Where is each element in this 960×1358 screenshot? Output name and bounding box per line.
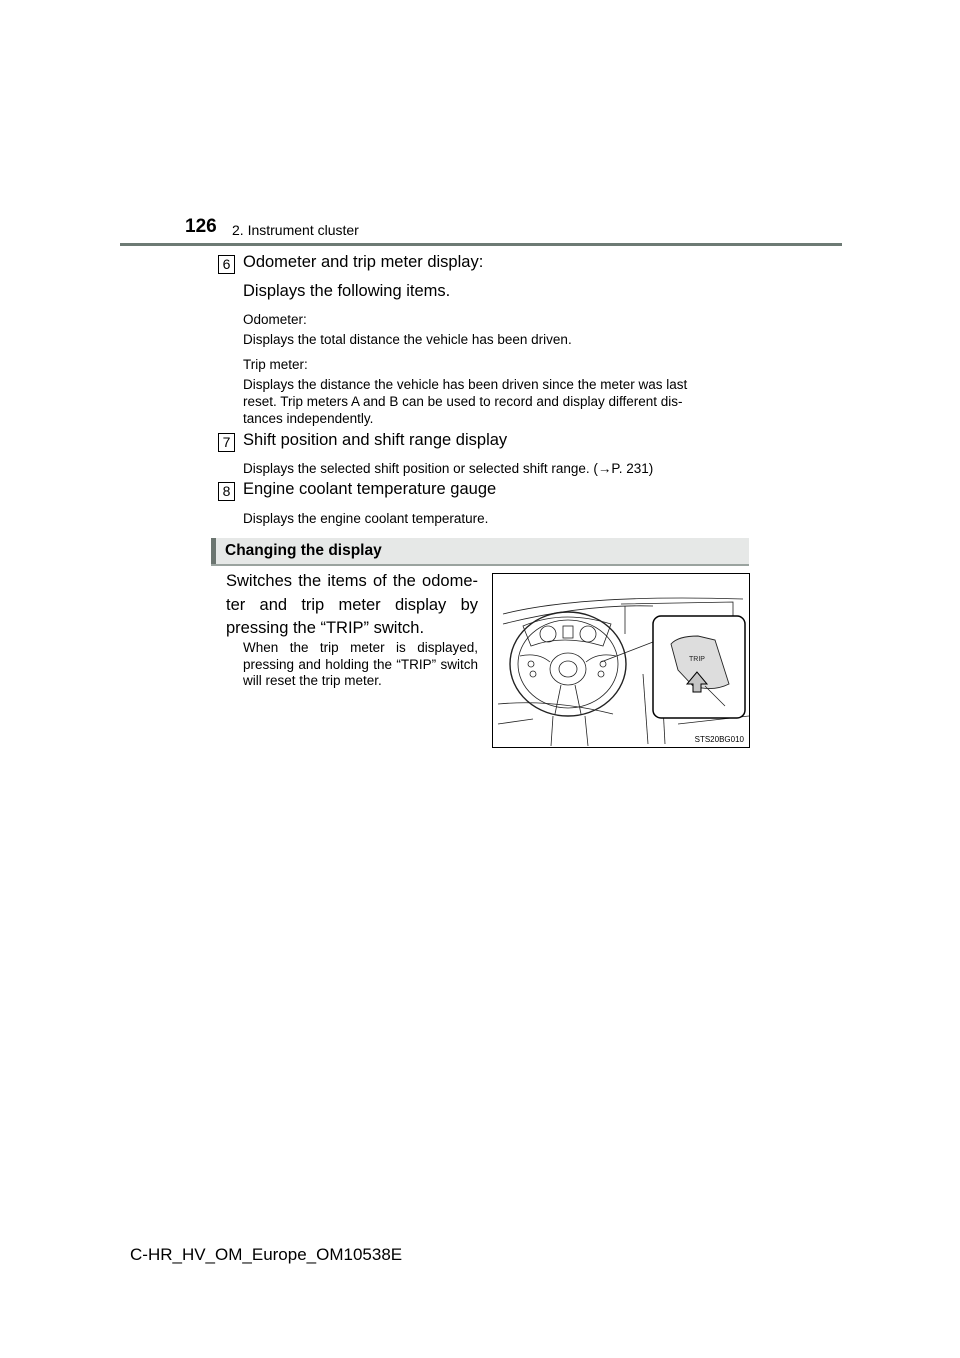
item-number-badge: 8: [218, 482, 235, 501]
detail-label: Odometer:: [243, 312, 307, 327]
item-number-badge: 7: [218, 433, 235, 452]
item-title: Shift position and shift range display: [243, 431, 508, 449]
detail-text: reset. Trip meters A and B can be used to record and display different dis-: [243, 394, 683, 409]
dashboard-illustration: [492, 573, 750, 748]
figure-code: STS20BG010: [694, 735, 744, 744]
item-number-badge: 6: [218, 255, 235, 274]
header-rule: [120, 243, 842, 246]
note-paragraph: When the trip meter is displayed, pressing and holding the “TRIP” switch will reset the trip meter.: [243, 640, 478, 688]
steering-wheel-drawing: [493, 574, 750, 748]
subheading-title: Changing the display: [225, 542, 382, 559]
detail-text: Displays the engine coolant temperature.: [243, 511, 489, 526]
detail-text: Displays the selected shift position or selected shift range. (→P. 231): [243, 461, 654, 476]
detail-text: tances independently.: [243, 411, 374, 426]
detail-text: Displays the distance the vehicle has been driven since the meter was last: [243, 377, 688, 392]
body-paragraph: Switches the items of the odome-ter and trip meter display by pressing the “TRIP” switch.: [226, 572, 478, 637]
item-subtitle: Displays the following items.: [243, 282, 451, 300]
item-title: Engine coolant temperature gauge: [243, 480, 497, 498]
item-title: Odometer and trip meter display:: [243, 253, 484, 271]
detail-label: Trip meter:: [243, 357, 308, 372]
subheading-bar: [211, 538, 749, 566]
footer-document-id: C-HR_HV_OM_Europe_OM10538E: [130, 1245, 403, 1264]
detail-text: Displays the total distance the vehicle has been driven.: [243, 332, 572, 347]
trip-button-label: TRIP: [689, 656, 705, 663]
page-number: 126: [185, 216, 217, 237]
section-title: 2. Instrument cluster: [232, 222, 359, 238]
